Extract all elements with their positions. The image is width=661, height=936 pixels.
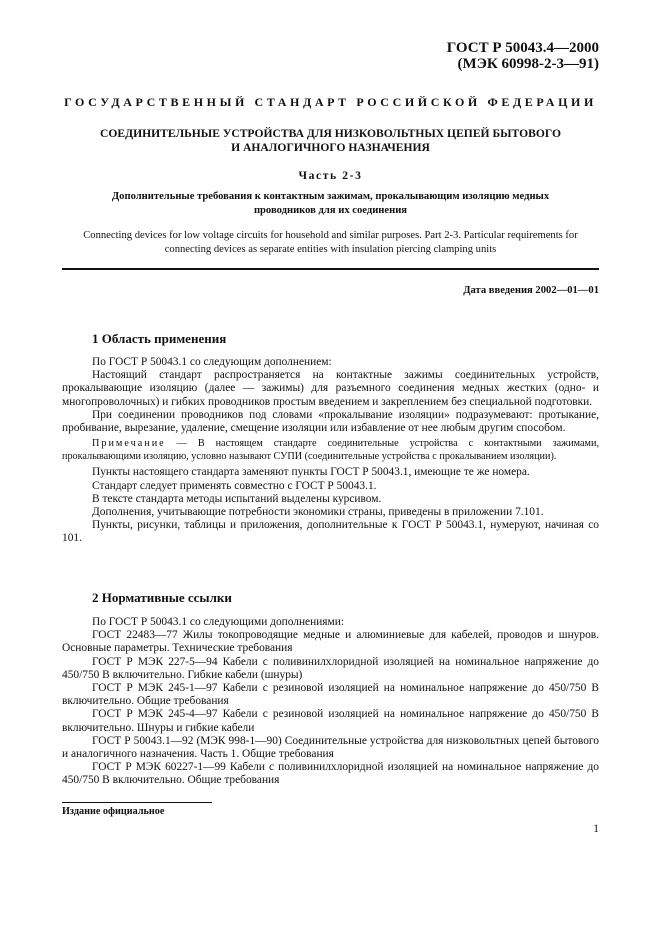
title-line-2: И АНАЛОГИЧНОГО НАЗНАЧЕНИЯ xyxy=(231,141,430,154)
note-text: — В настоящем стандарте соединительные устройства с контактными зажимами, прокалывающими изоляцию, условно называют СУПИ (соединительные устройства с прокалыванием изоляции). xyxy=(62,438,599,462)
paragraph: Пункты, рисунки, таблицы и приложения, дополнительные к ГОСТ Р 50043.1, нумеруют, начиная со 101. xyxy=(62,519,599,545)
reference-item: ГОСТ Р 50043.1—92 (МЭК 998-1—90) Соединительные устройства для низковольтных цепей бытового и аналогичного назначения. Часть 1. Общие требования xyxy=(62,734,599,761)
english-title xyxy=(62,229,599,256)
english-title-line-1: Connecting devices for low voltage circuits for household and similar purposes. Part 2-3. Particular requirements for xyxy=(83,230,578,241)
paragraph: Настоящий стандарт распространяется на контактные зажимы соединительных устройств, прокалывающие изоляцию (далее — зажимы) для разъемного соединения медных жестких (одно- и многопроволочных) и гибких проводников простым введением и закреплением без специальной подготовки. xyxy=(62,369,599,408)
paragraph: По ГОСТ Р 50043.1 со следующими дополнениями: xyxy=(92,616,345,628)
section-1-heading: 1 Область применения xyxy=(92,331,227,346)
page-number: 1 xyxy=(593,823,599,835)
section-1-body xyxy=(62,356,599,546)
header-divider xyxy=(62,268,599,270)
paragraph: При соединении проводников под словами «прокалывание изоляции» подразумевают: протыкание, пробивание, вырезание, удаление, смещение изоляции или избавление от нее любым другим способом. xyxy=(62,408,599,435)
reference-item: ГОСТ Р МЭК 245-4—97 Кабели с резиновой изоляцией на номинальное напряжение до 450/750 В включительно. Шнуры и гибкие кабели xyxy=(62,708,599,734)
footer-divider xyxy=(62,802,212,803)
reference-item: ГОСТ 22483—77 Жилы токопроводящие медные и алюминиевые для кабелей, проводов и шнуров. Основные параметры. Технические требования xyxy=(62,629,599,655)
subtitle-line-1: Дополнительные требования к контактным зажимам, прокалывающим изоляцию медных xyxy=(111,191,550,202)
paragraph: Стандарт следует применять совместно с ГОСТ Р 50043.1. xyxy=(92,479,377,492)
reference-item: ГОСТ Р МЭК 245-1—97 Кабели с резиновой изоляцией на номинальное напряжение до 450/750 В включительно. Общие требования xyxy=(62,682,599,708)
document-title xyxy=(80,127,581,155)
iec-number: (МЭК 60998-2-3—91) xyxy=(457,56,599,72)
paragraph: Дополнения, учитывающие потребности экономики страны, приведены в приложении 7.101. xyxy=(92,506,544,519)
reference-item: ГОСТ Р МЭК 60227-1—99 Кабели с поливинилхлоридной изоляцией на номинальное напряжение до 450/750 В включительно. Общие требования xyxy=(62,761,599,787)
document-subtitle xyxy=(90,190,571,218)
reference-item: ГОСТ Р МЭК 227-5—94 Кабели с поливинилхлоридной изоляцией на номинальное напряжение до 450/750 В включительно. Гибкие кабели (шнуры) xyxy=(62,655,599,681)
subtitle-line-2: проводников для их соединения xyxy=(253,205,408,216)
gost-designation xyxy=(447,40,599,72)
state-standard-heading: ГОСУДАРСТВЕННЫЙ СТАНДАРТ РОССИЙСКОЙ ФЕДЕРАЦИИ xyxy=(64,95,597,109)
introduction-date: Дата введения 2002—01—01 xyxy=(463,285,599,296)
note-label: Примечание xyxy=(92,438,166,450)
paragraph: Пункты настоящего стандарта заменяют пункты ГОСТ Р 50043.1, имеющие те же номера. xyxy=(92,466,530,479)
paragraph: По ГОСТ Р 50043.1 со следующим дополнением: xyxy=(92,356,332,368)
gost-number: ГОСТ Р 50043.4—2000 xyxy=(446,40,599,56)
title-line-1: СОЕДИНИТЕЛЬНЫЕ УСТРОЙСТВА ДЛЯ НИЗКОВОЛЬТНЫХ ЦЕПЕЙ БЫТОВОГО xyxy=(100,127,561,140)
official-edition-label: Издание официальное xyxy=(62,806,165,817)
part-label: Часть 2-3 xyxy=(298,169,363,182)
english-title-line-2: connecting devices as separate entities with insulation piercing clamping units xyxy=(164,243,497,255)
paragraph: В тексте стандарта методы испытаний выделены курсивом. xyxy=(92,492,382,505)
note xyxy=(62,438,599,463)
section-2-body xyxy=(62,616,599,788)
section-2-heading: 2 Нормативные ссылки xyxy=(92,590,232,605)
